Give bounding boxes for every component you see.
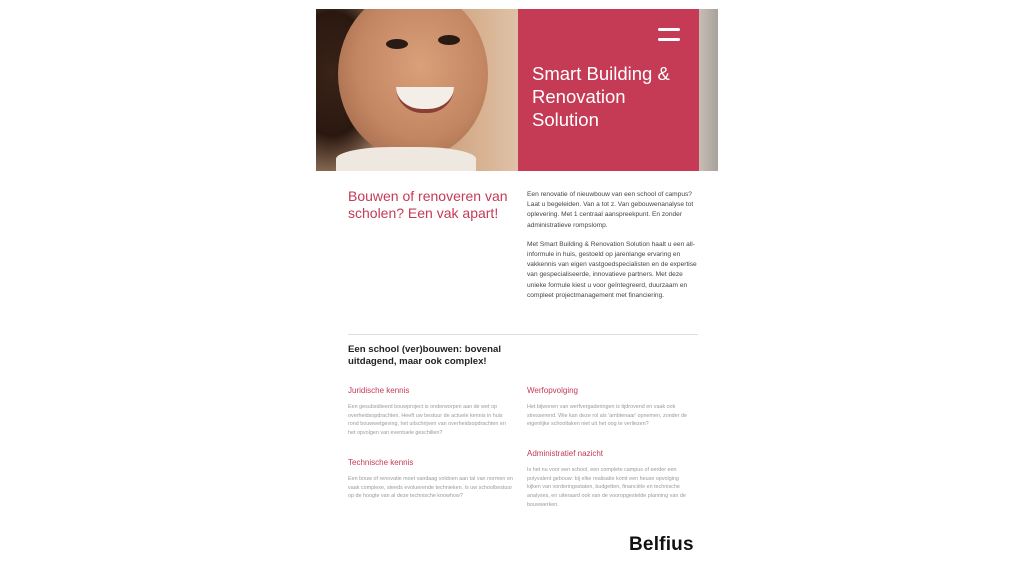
topic-administratief-nazicht <box>527 449 693 510</box>
topic-title: Technische kennis <box>348 458 414 467</box>
hamburger-icon[interactable] <box>658 28 680 42</box>
topic-title: Administratief nazicht <box>527 449 604 458</box>
hero-title: Smart Building & Renovation Solution <box>532 63 670 130</box>
hero-title-panel <box>518 9 699 171</box>
topic-title: Werfopvolging <box>527 386 578 395</box>
hero-banner <box>316 9 718 171</box>
topic-technische-kennis <box>348 458 514 501</box>
intro-text <box>527 190 703 310</box>
topic-title: Juridische kennis <box>348 386 410 395</box>
belfius-logo: Belfius <box>629 534 694 555</box>
intro-paragraph-2: Met Smart Building & Renovation Solution haalt u een all-informule in huis, gestoeld op jarenlange ervaring en vakkennis van eigen vastgoedspecialisten en de expertise van gespecialiseerde, innovatieve partners. Met deze unieke formule kiest u voor geïntegreerd, duurzaam en compleet projectmanagement met financiering. <box>527 240 697 299</box>
topic-text: Het bijwonen van werfvergaderingen is tijdrovend en vaak ook stresserend. Wie kan deze rol als 'ambtenaar' opnemen, zonder de eigenlijke schooltaken niet uit het oog te verliezen? <box>527 404 687 428</box>
divider <box>348 334 698 335</box>
section-heading: Een school (ver)bouwen: bovenal uitdagend, maar ook complex! <box>348 344 501 367</box>
intro-heading: Bouwen of renoveren van scholen? Een vak apart! <box>348 188 508 221</box>
topic-text: Een bouw of renovatie moet vandaag voldoen aan tal van normen en vaak complexe, steeds evoluerende technieken. Is uw schoolbestuur op de hoogte van al deze technische knowhow? <box>348 476 513 500</box>
topic-text: Is het nu voor een school, een complete campus of eerder een polyvalent gebouw: bij elke realisatie komt een heuse opvolging kijken van vorderingsstaten, budgetten, financiële en technische analyses, en uiteraard ook van de vooropgestelde planning van de bouwwerken. <box>527 467 686 508</box>
topic-text: Een gesubsidieerd bouwproject is onderworpen aan de wet op overheidsopdrachten. Heeft uw bestuur de actuele kennis in huis rond bouwwetgeving, het uitschrijven van overheidsopdrachten en het opvolgen van eventuele geschillen? <box>348 404 506 437</box>
topic-juridische-kennis <box>348 386 514 438</box>
brochure-page <box>316 9 718 569</box>
intro-paragraph-1: Een renovatie of nieuwbouw van een school of campus? Laat u begeleiden. Van a tot z. Van gebouwenanalyse tot oplevering. Met 1 centraal aanspreekpunt. En zonder administratieve rompslomp. <box>527 191 694 229</box>
topic-werfopvolging <box>527 386 693 429</box>
